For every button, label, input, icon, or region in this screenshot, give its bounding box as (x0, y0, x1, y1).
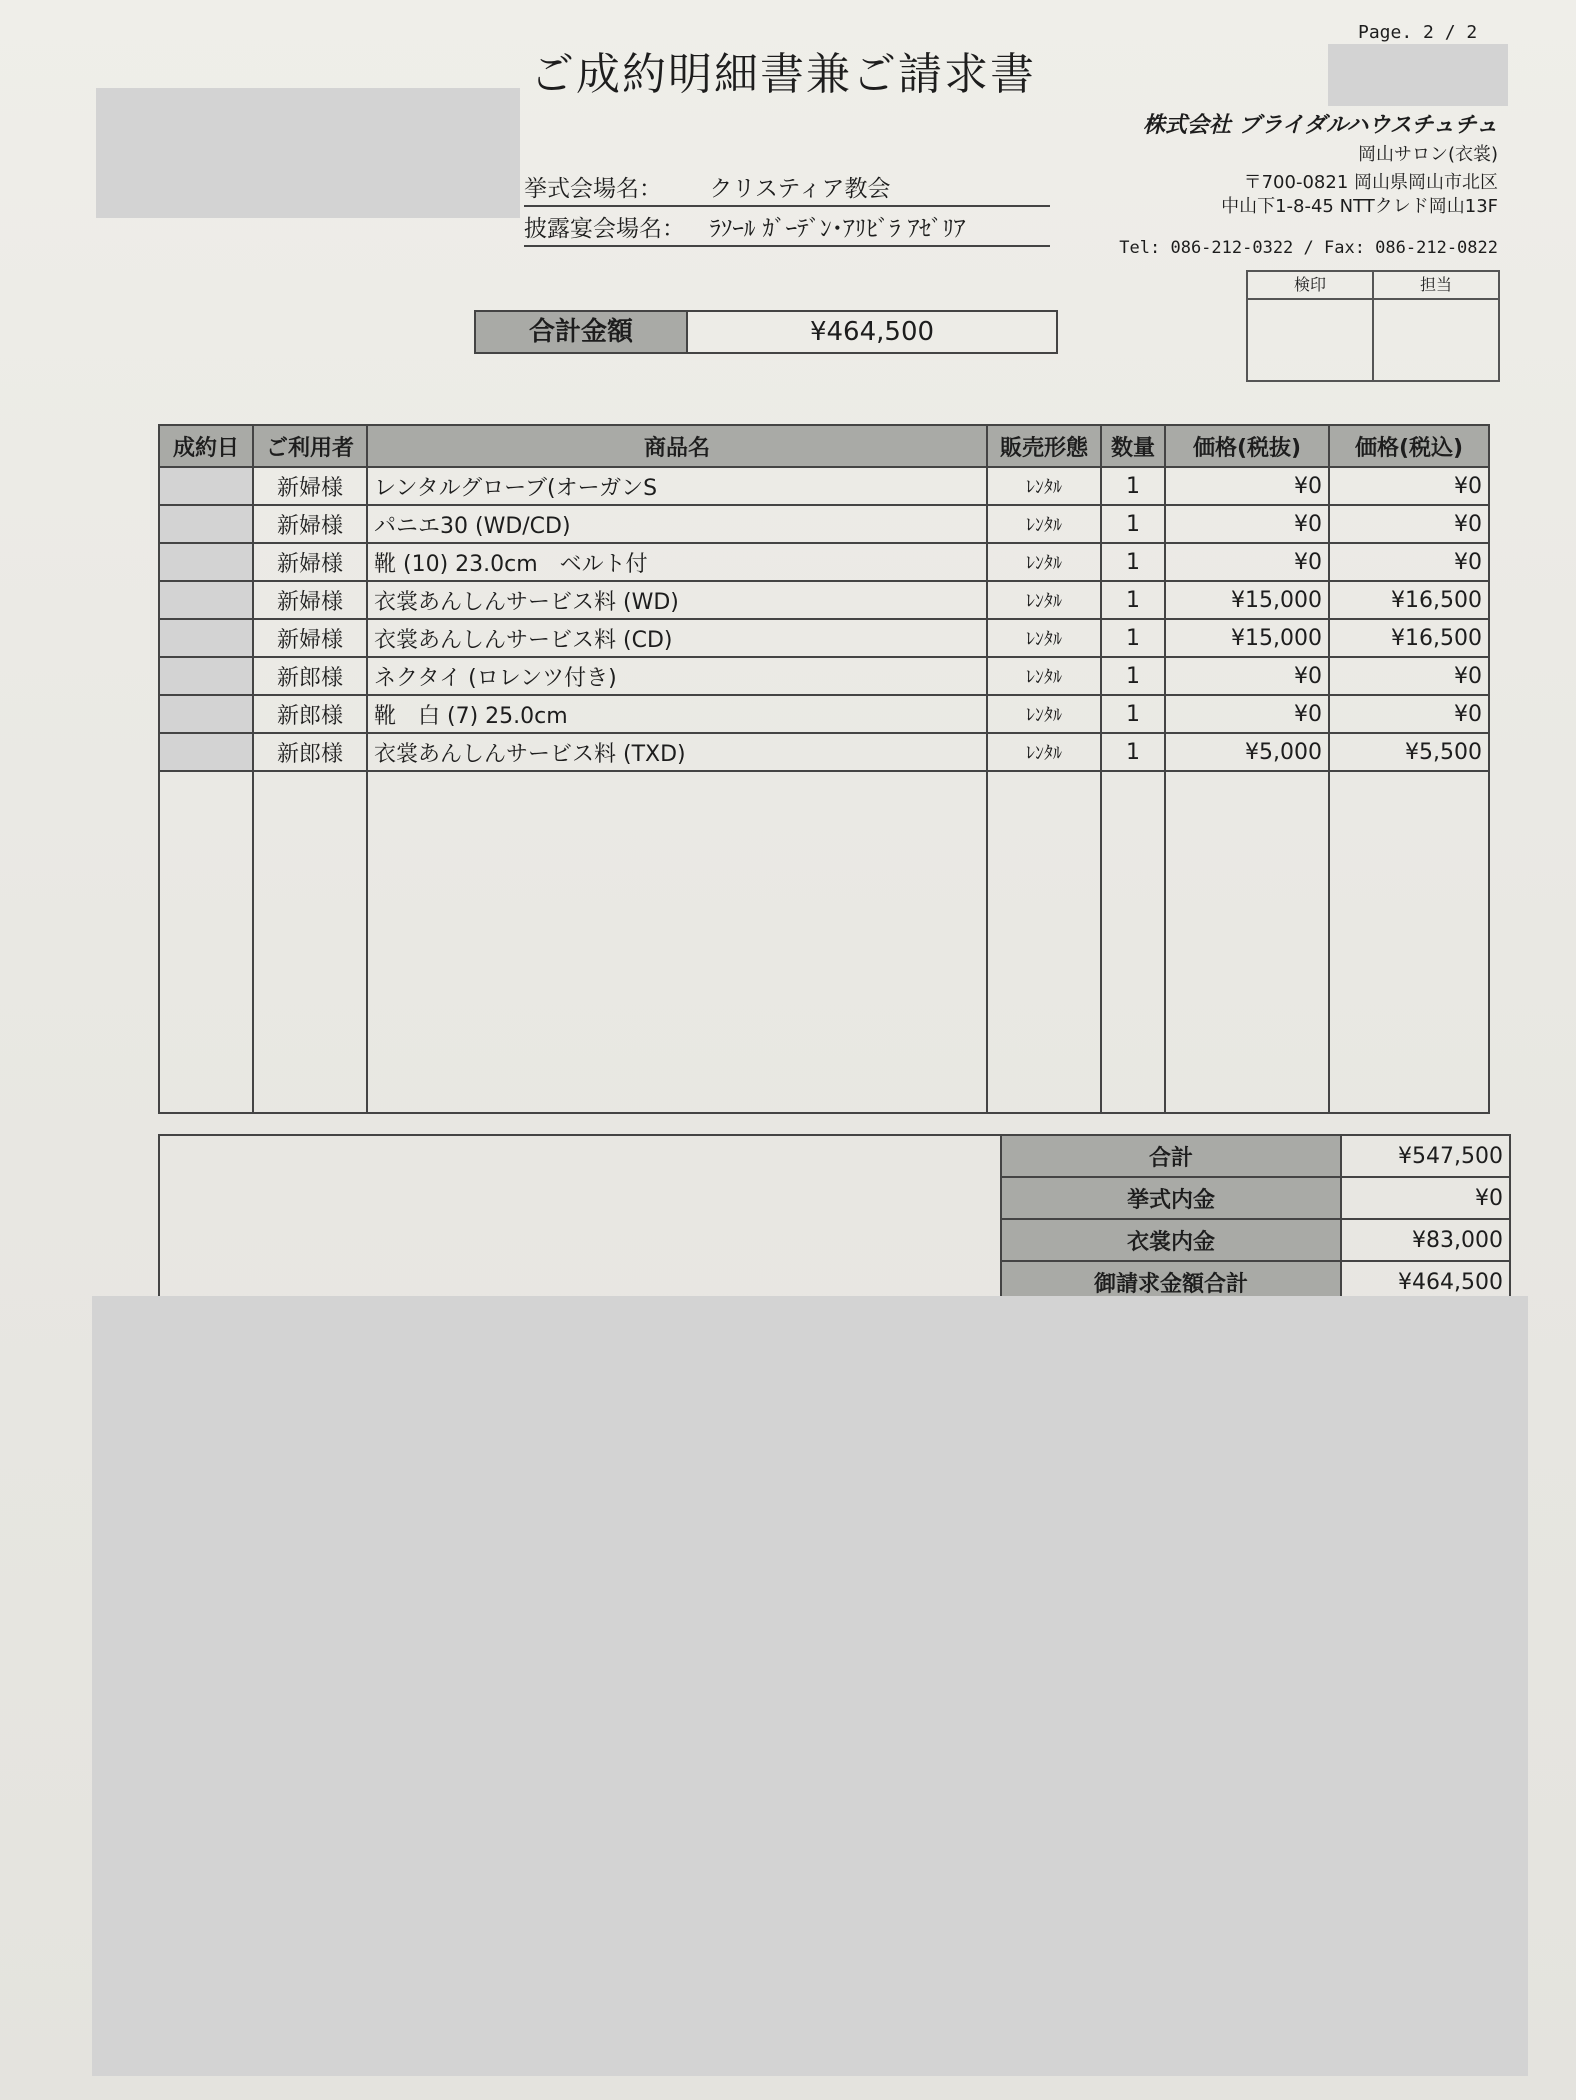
date-cell-redacted (159, 543, 253, 581)
col-price-ex: 価格(税抜) (1165, 425, 1329, 467)
page-number: Page. 2 / 2 (1358, 22, 1478, 43)
empty-cell (1329, 771, 1489, 1113)
ceremony-venue-row (524, 170, 1050, 207)
summary-row-costume-deposit (1001, 1219, 1510, 1261)
total-amount-value: ¥464,500 (809, 317, 935, 347)
redacted-block-customer (96, 88, 520, 218)
user-cell: 新婦様 (253, 467, 367, 505)
form-cell: ﾚﾝﾀﾙ (987, 657, 1101, 695)
qty-cell: 1 (1101, 695, 1165, 733)
item-cell: 衣裳あんしんサービス料 (CD) (367, 619, 987, 657)
price-ex-cell: ¥0 (1165, 505, 1329, 543)
col-date: 成約日 (159, 425, 253, 467)
price-in-cell: ¥16,500 (1329, 619, 1489, 657)
company-address-1: 〒700-0821 岡山県岡山市北区 (1243, 172, 1498, 193)
qty-cell: 1 (1101, 467, 1165, 505)
form-cell: ﾚﾝﾀﾙ (987, 467, 1101, 505)
ceremony-venue-value: クリスティア教会 (709, 176, 891, 202)
price-in-cell: ¥16,500 (1329, 581, 1489, 619)
col-user: ご利用者 (253, 425, 367, 467)
table-row (159, 733, 1489, 771)
summary-value: ¥0 (1341, 1177, 1510, 1219)
price-ex-cell: ¥0 (1165, 467, 1329, 505)
col-form: 販売形態 (987, 425, 1101, 467)
table-row (159, 695, 1489, 733)
price-ex-cell: ¥5,000 (1165, 733, 1329, 771)
stamp-inspect-label: 検印 (1293, 275, 1326, 294)
stamp-box (1246, 270, 1500, 382)
table-empty-area (159, 771, 1489, 1113)
date-cell-redacted (159, 657, 253, 695)
qty-cell: 1 (1101, 733, 1165, 771)
col-item: 商品名 (367, 425, 987, 467)
user-cell: 新婦様 (253, 619, 367, 657)
form-cell: ﾚﾝﾀﾙ (987, 733, 1101, 771)
date-cell-redacted (159, 695, 253, 733)
price-ex-cell: ¥0 (1165, 543, 1329, 581)
reception-venue-row (524, 210, 1050, 247)
user-cell: 新郎様 (253, 733, 367, 771)
summary-label: 御請求金額合計 (1001, 1261, 1341, 1303)
company-tel-fax: Tel: 086-212-0322 / Fax: 086-212-0822 (1119, 238, 1498, 258)
item-cell: 靴 (10) 23.0cm ベルト付 (367, 543, 987, 581)
date-cell-redacted (159, 505, 253, 543)
summary-value: ¥83,000 (1341, 1219, 1510, 1261)
price-in-cell: ¥0 (1329, 467, 1489, 505)
redacted-block-top-right (1328, 44, 1508, 106)
price-in-cell: ¥5,500 (1329, 733, 1489, 771)
document-title: ご成約明細書兼ご請求書 (530, 49, 1036, 100)
price-in-cell: ¥0 (1329, 505, 1489, 543)
table-row (159, 543, 1489, 581)
summary-row-subtotal (1001, 1135, 1510, 1177)
table-row (159, 505, 1489, 543)
price-ex-cell: ¥0 (1165, 695, 1329, 733)
user-cell: 新郎様 (253, 657, 367, 695)
date-cell-redacted (159, 619, 253, 657)
price-in-cell: ¥0 (1329, 543, 1489, 581)
item-cell: 衣裳あんしんサービス料 (TXD) (367, 733, 987, 771)
ceremony-venue-label: 挙式会場名： (524, 176, 662, 202)
price-in-cell: ¥0 (1329, 657, 1489, 695)
item-cell: レンタルグローブ(オーガンS (367, 467, 987, 505)
user-cell: 新婦様 (253, 505, 367, 543)
stamp-divider (1372, 298, 1374, 380)
empty-cell (159, 771, 253, 1113)
price-ex-cell: ¥0 (1165, 657, 1329, 695)
table-row (159, 657, 1489, 695)
redacted-block-bottom (92, 1296, 1528, 2076)
date-cell-redacted (159, 733, 253, 771)
item-cell: 衣裳あんしんサービス料 (WD) (367, 581, 987, 619)
table-row (159, 467, 1489, 505)
summary-label: 合計 (1001, 1135, 1341, 1177)
form-cell: ﾚﾝﾀﾙ (987, 695, 1101, 733)
empty-cell (1165, 771, 1329, 1113)
form-cell: ﾚﾝﾀﾙ (987, 543, 1101, 581)
empty-cell (1101, 771, 1165, 1113)
summary-label: 衣裳内金 (1001, 1219, 1341, 1261)
company-address-2: 中山下1-8-45 NTTクレド岡山13F (1221, 196, 1498, 217)
qty-cell: 1 (1101, 581, 1165, 619)
item-cell: パニエ30 (WD/CD) (367, 505, 987, 543)
user-cell: 新郎様 (253, 695, 367, 733)
qty-cell: 1 (1101, 505, 1165, 543)
summary-row-ceremony-deposit (1001, 1177, 1510, 1219)
company-salon: 岡山サロン(衣裳) (1357, 144, 1498, 165)
form-cell: ﾚﾝﾀﾙ (987, 619, 1101, 657)
summary-table (1000, 1134, 1511, 1304)
qty-cell: 1 (1101, 657, 1165, 695)
col-price-in: 価格(税込) (1329, 425, 1489, 467)
table-row (159, 581, 1489, 619)
empty-cell (253, 771, 367, 1113)
empty-cell (367, 771, 987, 1113)
company-name: 株式会社 ブライダルハウスチュチュ (1142, 113, 1498, 138)
total-amount-box (474, 310, 1058, 354)
form-cell: ﾚﾝﾀﾙ (987, 505, 1101, 543)
stamp-staff-label: 担当 (1372, 272, 1498, 298)
qty-cell: 1 (1101, 619, 1165, 657)
price-ex-cell: ¥15,000 (1165, 619, 1329, 657)
item-cell: ネクタイ (ロレンツ付き) (367, 657, 987, 695)
reception-venue-label: 披露宴会場名： (524, 216, 685, 242)
price-in-cell: ¥0 (1329, 695, 1489, 733)
table-row (159, 619, 1489, 657)
col-qty: 数量 (1101, 425, 1165, 467)
total-amount-label: 合計金額 (476, 312, 688, 352)
date-cell-redacted (159, 467, 253, 505)
price-ex-cell: ¥15,000 (1165, 581, 1329, 619)
notes-area (158, 1134, 1002, 1296)
summary-label: 挙式内金 (1001, 1177, 1341, 1219)
summary-value: ¥464,500 (1341, 1261, 1510, 1303)
form-cell: ﾚﾝﾀﾙ (987, 581, 1101, 619)
date-cell-redacted (159, 581, 253, 619)
user-cell: 新婦様 (253, 581, 367, 619)
qty-cell: 1 (1101, 543, 1165, 581)
user-cell: 新婦様 (253, 543, 367, 581)
items-table (158, 424, 1490, 1114)
items-table-header (159, 425, 1489, 467)
empty-cell (987, 771, 1101, 1113)
summary-value: ¥547,500 (1341, 1135, 1510, 1177)
item-cell: 靴 白 (7) 25.0cm (367, 695, 987, 733)
reception-venue-value: ﾗｿｰﾙ ｶﾞｰﾃﾞﾝ･ｱﾘﾋﾞﾗ ｱｾﾞﾘｱ (709, 216, 966, 242)
